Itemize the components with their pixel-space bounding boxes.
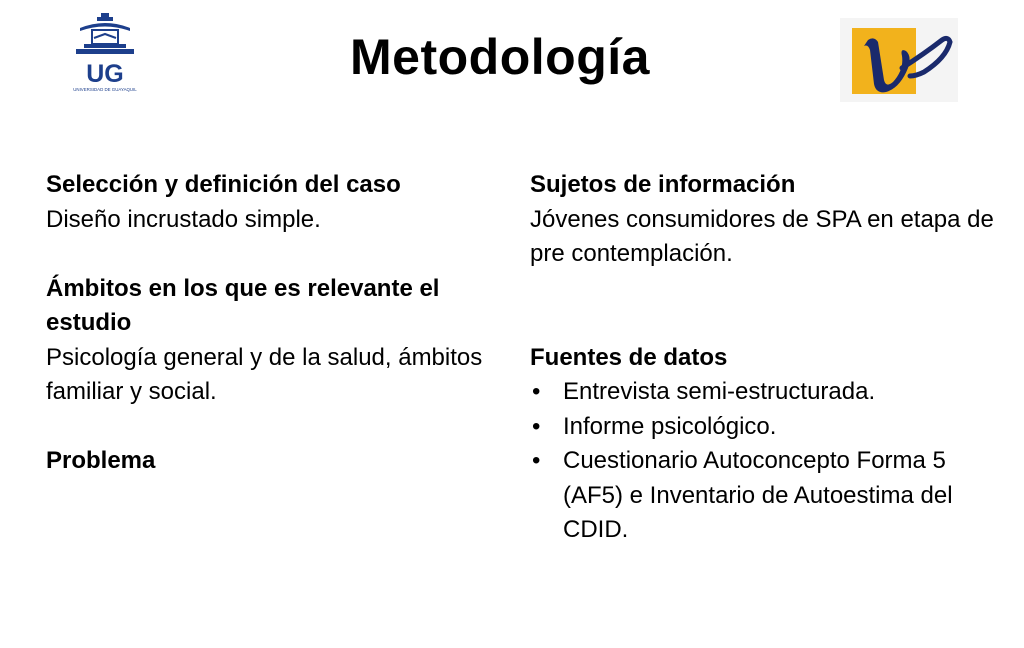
institution-logo (840, 18, 958, 102)
subjects-text: Jóvenes consumidores de SPA en etapa de pre contemplación. (530, 205, 994, 267)
logo-caption: UNIVERSIDAD DE GUAYAQUIL (73, 87, 137, 92)
data-sources-list (530, 375, 1002, 548)
case-selection-heading: Selección y definición del caso (46, 171, 401, 198)
logo-ug-text: UG (86, 60, 124, 88)
list-item: • Informe psicológico. (530, 410, 1002, 445)
problem-heading: Problema (46, 447, 156, 474)
subjects-heading: Sujetos de información (530, 171, 796, 198)
data-sources-heading: Fuentes de datos (530, 343, 728, 371)
logo-swoosh-icon (840, 18, 958, 102)
relevance-heading: Ámbitos en los que es relevante el estudio (46, 274, 440, 336)
list-item: • Cuestionario Autoconcepto Forma 5 (AF5) e Inventario de Autoestima del CDID. (530, 444, 1002, 548)
right-column (530, 168, 1002, 548)
relevance-text: Psicología general y de la salud, ámbitos familiar y social. (46, 343, 483, 405)
case-selection-text: Diseño incrustado simple. (46, 205, 321, 233)
list-item: • Entrevista semi-estructurada. (530, 375, 1002, 410)
slide-title: Metodología (350, 29, 650, 85)
left-column (46, 168, 526, 479)
